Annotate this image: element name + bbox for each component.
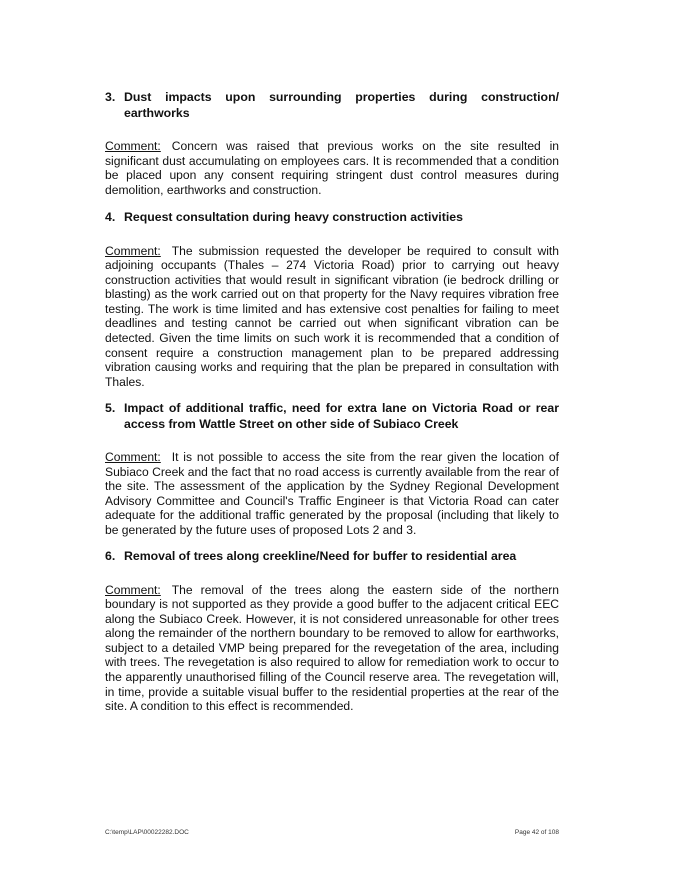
section-comment bbox=[105, 244, 559, 390]
comment-text: Concern was raised that previous works on the site resulted in significant dust accumulating on employees cars. It is recommended that a condition be placed upon any consent requiring stringent dust control measures during demolition, earthworks and construction. bbox=[105, 139, 559, 197]
section-heading bbox=[105, 401, 559, 432]
comment-label: Comment: bbox=[105, 582, 161, 597]
section-comment bbox=[105, 139, 559, 197]
section-6 bbox=[105, 549, 559, 714]
section-title: Impact of additional traffic, need for extra lane on Victoria Road or rear access from Wattle Street on other side of Subiaco Creek bbox=[124, 401, 559, 431]
section-number: 3. bbox=[105, 90, 116, 104]
comment-label: Comment: bbox=[105, 450, 161, 464]
section-heading bbox=[105, 549, 559, 565]
section-title: Dust impacts upon surrounding properties during construction/ earthworks bbox=[124, 90, 559, 120]
section-title: Request consultation during heavy construction activities bbox=[124, 210, 463, 224]
comment-text: The submission requested the developer be required to consult with adjoining occupants (Thales – 274 Victoria Road) prior to carrying out heavy construction activities that would result in significant vibration (ie bedrock drilling or blasting) as the work carried out on that property for the Navy requires vibration free testing. The work is time limited and has extensive cost penalties for failing to meet deadlines and testing cannot be carried out when significant vibration can be detected. Given the time limits on such work it is recommended that a condition of consent require a construction management plan to be prepared addressing vibration causing works and requiring that the plan be prepared in consultation with Thales. bbox=[105, 243, 559, 389]
section-title: Removal of trees along creekline/Need for buffer to residential area bbox=[124, 549, 517, 563]
section-number: 5. bbox=[105, 401, 116, 415]
footer-file-path: C:\temp\LAP\00022282.DOC bbox=[105, 829, 189, 836]
section-number: 4. bbox=[105, 210, 116, 224]
footer-page-number: Page 42 of 108 bbox=[514, 829, 559, 836]
section-heading bbox=[105, 90, 559, 121]
comment-label: Comment: bbox=[105, 139, 161, 153]
section-5 bbox=[105, 401, 559, 538]
section-comment bbox=[105, 450, 559, 538]
comment-text: It is not possible to access the site from the rear given the location of Subiaco Creek and the fact that no road access is currently available from the rear of the site. The assessment of the application by the Sydney Regional Development Advisory Committee and Council's Traffic Engineer is that Victoria Road can cater adequate for the additional traffic generated by the proposal (including that likely to be generated by the future uses of proposed Lots 2 and 3. bbox=[105, 450, 559, 537]
section-number: 6. bbox=[105, 549, 116, 563]
comment-label: Comment: bbox=[105, 243, 161, 258]
section-comment bbox=[105, 583, 559, 714]
section-heading bbox=[105, 210, 559, 226]
section-3 bbox=[105, 90, 559, 197]
comment-text: The removal of the trees along the eastern side of the northern boundary is not supported as they provide a good buffer to the adjacent critical EEC along the Subiaco Creek. However, it is not considered unreasonable for other trees along the remainder of the northern boundary to be removed to allow for earthworks, subject to a detailed VMP being prepared for the revegetation of the area, including with trees. The revegetation is also required to allow for remediation work to occur to the apparently unauthorised filling of the Council reserve area. The revegetation will, in time, provide a suitable visual buffer to the residential properties at the rear of the site. A condition to this effect is recommended. bbox=[105, 582, 559, 714]
section-4 bbox=[105, 210, 559, 389]
